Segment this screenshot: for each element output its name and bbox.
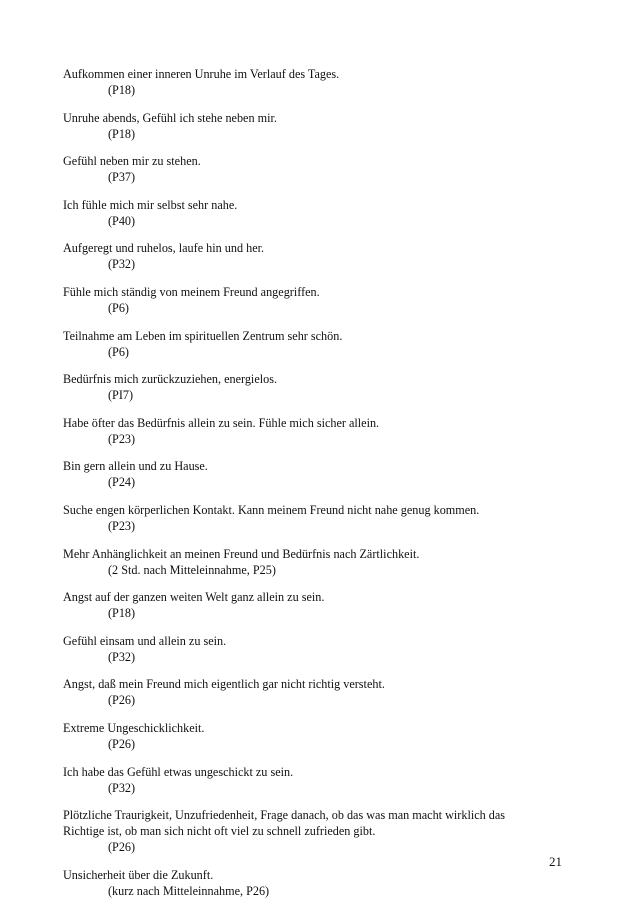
symptom-entry [63,328,583,360]
symptom-text: Angst, daß mein Freund mich eigentlich gar nicht richtig versteht. [63,677,385,692]
prover-reference: (P6) [108,344,129,359]
prover-reference: (P18) [108,126,136,141]
symptom-entry [63,676,583,708]
prover-reference: (P37) [108,170,136,185]
prover-reference: (P6) [108,300,129,315]
symptom-text: Aufkommen einer inneren Unruhe im Verlauf des Tages. [63,67,340,81]
symptom-entry [63,415,583,447]
symptom-text: Plötzliche Traurigkeit, Unzufriedenheit, Frage danach, ob das was man macht wirklich das Richtige ist, ob man sich nicht oft viel zu schnell zufrieden gibt. [63,808,506,839]
symptom-text: Aufgeregt und ruhelos, laufe hin und her. [63,241,265,256]
symptom-text: Gefühl neben mir zu stehen. [63,154,201,169]
prover-reference: (P32) [108,257,136,272]
symptom-text: Ich habe das Gefühl etwas ungeschickt zu sein. [63,764,294,779]
symptom-text: Unruhe abends, Gefühl ich stehe neben mir. [63,110,277,125]
prover-reference: (2 Std. nach Mitteleinnahme, P25) [108,562,276,577]
prover-reference: (P26) [108,693,136,708]
prover-reference: (P18) [108,606,136,621]
symptom-text: Suche engen körperlichen Kontakt. Kann meinem Freund nicht nahe genug kommen. [63,502,480,517]
symptom-entry [63,867,583,899]
prover-reference: (P23) [108,518,136,533]
prover-reference: (kurz nach Mitteleinnahme, P26) [108,883,270,898]
symptom-text: Bedürfnis mich zurückzuziehen, energielos. [63,372,277,387]
symptom-text: Mehr Anhänglichkeit an meinen Freund und Bedürfnis nach Zärtlichkeit. [63,546,420,561]
symptom-entry [63,633,583,665]
prover-reference: (P32) [108,649,136,664]
prover-reference: (P24) [108,475,136,490]
symptom-entry [63,502,583,534]
symptom-entry [63,240,583,272]
symptom-entry [63,110,583,142]
symptom-entry [63,807,583,855]
symptom-entry [63,720,583,752]
prover-reference: (P40) [108,213,136,228]
symptom-entry [63,371,583,403]
symptom-entry [63,66,583,98]
prover-reference: (P26) [108,736,136,751]
symptom-entry [63,458,583,490]
symptom-text: Gefühl einsam und allein zu sein. [63,633,227,648]
symptom-entry [63,546,583,578]
prover-reference: (P26) [108,840,136,855]
symptom-text: Bin gern allein und zu Hause. [63,459,208,474]
symptom-text: Teilnahme am Leben im spirituellen Zentrum sehr schön. [63,328,343,343]
symptom-entry [63,589,583,621]
symptom-text: Habe öfter das Bedürfnis allein zu sein. Fühle mich sicher allein. [63,415,380,430]
prover-reference: (P32) [108,780,136,795]
symptom-entry [63,153,583,185]
prover-reference: (P23) [108,431,136,446]
symptom-text: Fühle mich ständig von meinem Freund angegriffen. [63,284,320,299]
symptom-entry [63,284,583,316]
symptom-entry [63,197,583,229]
symptom-text: Angst auf der ganzen weiten Welt ganz allein zu sein. [63,590,325,605]
symptom-list [63,66,583,910]
page-number: 21 [549,854,562,869]
symptom-entry [63,764,583,796]
symptom-text: Unsicherheit über die Zukunft. [63,867,214,882]
symptom-text: Extreme Ungeschicklichkeit. [63,720,205,735]
prover-reference: (P18) [108,83,136,97]
prover-reference: (PI7) [108,388,134,403]
symptom-text: Ich fühle mich mir selbst sehr nahe. [63,197,238,212]
